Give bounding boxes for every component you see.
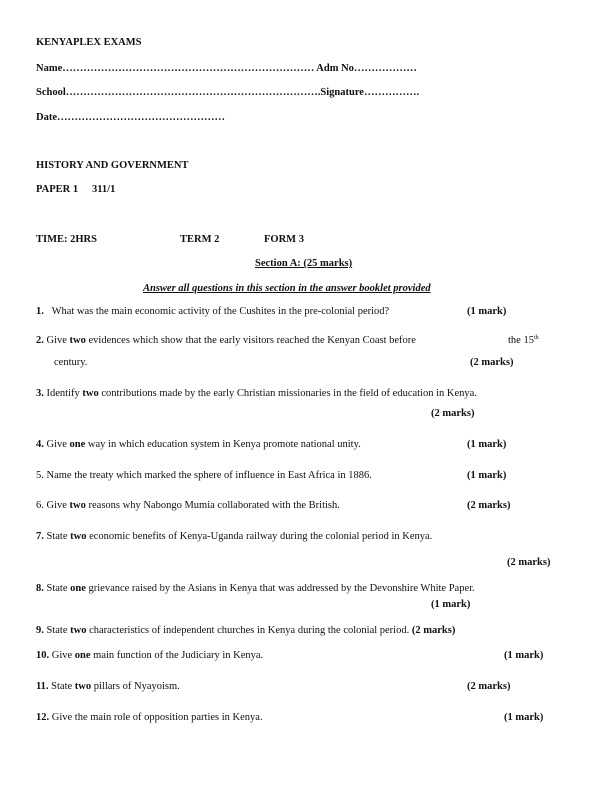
question-keyword: two <box>69 335 86 346</box>
question-1 <box>36 306 389 318</box>
question-11 <box>36 681 180 693</box>
question-text: grievance raised by the Asians in Kenya that was addressed by the Devonshire White Paper. <box>85 583 475 594</box>
question-2 <box>36 335 416 347</box>
question-marks: (2 marks) <box>470 357 514 368</box>
question-text: economic benefits of Kenya-Uganda railway during the colonial period in Kenya. <box>86 531 433 542</box>
question-number: 2. <box>36 335 44 346</box>
question-text: characteristics of independent churches in Kenya during the colonial period. <box>86 625 412 636</box>
question-keyword: two <box>74 681 92 692</box>
term-label: TERM 2 <box>180 234 220 245</box>
question-number: 8. <box>36 583 44 594</box>
paper-code: 311/1 <box>92 184 116 195</box>
subject-title: HISTORY AND GOVERNMENT <box>36 160 189 171</box>
question-text: way in which education system in Kenya promote national unity. <box>85 439 361 450</box>
school-field: School……………………………………………………………….Signature……………. <box>36 87 420 98</box>
question-text: State <box>46 531 71 542</box>
question-text: main function of the Judiciary in Kenya. <box>90 650 264 661</box>
question-marks: (1 mark) <box>467 306 507 317</box>
question-number: 6. <box>36 500 44 511</box>
question-text: the 15 <box>508 335 534 346</box>
question-number: 5. <box>36 470 44 481</box>
paper-label: PAPER 1 <box>36 184 79 195</box>
question-5 <box>36 470 372 482</box>
question-text: What was the main economic activity of the Cushites in the pre-colonial period? <box>51 306 390 317</box>
question-7 <box>36 531 432 543</box>
question-marks: (2 marks) <box>467 681 511 692</box>
question-text: Give <box>46 335 70 346</box>
question-text: Give <box>46 439 70 450</box>
question-keyword: two <box>70 625 87 636</box>
superscript: th <box>533 335 539 341</box>
question-keyword: one <box>69 439 86 450</box>
question-keyword: one <box>70 583 86 594</box>
question-number: 11. <box>36 681 49 692</box>
question-marks: (2 marks) <box>467 500 511 511</box>
question-text: Name the treaty which marked the sphere of influence in East Africa in 1886. <box>46 470 372 481</box>
question-text: Identify <box>46 388 83 399</box>
question-marks: (2 marks) <box>507 557 551 568</box>
question-2-continuation: century. <box>54 357 88 368</box>
question-text: pillars of Nyayoism. <box>91 681 180 692</box>
question-number: 12. <box>36 712 50 723</box>
question-8 <box>36 583 475 595</box>
question-9 <box>36 625 455 637</box>
question-text: State <box>51 681 75 692</box>
question-marks: (2 marks) <box>411 625 456 636</box>
question-keyword: one <box>74 650 91 661</box>
question-marks: (1 mark) <box>504 712 544 723</box>
time-label: TIME: 2HRS <box>36 234 97 245</box>
question-number: 4. <box>36 439 44 450</box>
question-text: evidences which show that the early visitors reached the Kenyan Coast before <box>85 335 416 346</box>
question-keyword: two <box>69 500 86 511</box>
question-keyword: two <box>82 388 99 399</box>
question-number: 7. <box>36 531 44 542</box>
form-label: FORM 3 <box>264 234 304 245</box>
question-text: Give <box>51 650 75 661</box>
question-number: 10. <box>36 650 50 661</box>
question-text: reasons why Nabongo Mumia collaborated with the British. <box>85 500 340 511</box>
question-6 <box>36 500 340 512</box>
section-instruction: Answer all questions in this section in the answer booklet provided <box>143 283 431 294</box>
question-text: Give <box>46 500 70 511</box>
name-field: Name……………………………………………………………… Adm No……………… <box>36 63 417 74</box>
question-number: 3. <box>36 388 44 399</box>
question-number: 1. <box>36 306 44 317</box>
question-text: State <box>46 625 71 636</box>
question-marks: (1 mark) <box>504 650 544 661</box>
question-keyword: two <box>70 531 87 542</box>
question-number: 9. <box>36 625 44 636</box>
question-4 <box>36 439 361 451</box>
org-name: KENYAPLEX EXAMS <box>36 37 142 48</box>
question-marks: (2 marks) <box>431 408 475 419</box>
question-12 <box>36 712 263 724</box>
question-2-tail <box>508 335 539 347</box>
question-text: contributions made by the early Christian missionaries in the field of education in Kenya. <box>98 388 477 399</box>
question-3 <box>36 388 477 400</box>
question-text: Give the main role of opposition parties in Kenya. <box>51 712 263 723</box>
question-marks: (1 mark) <box>467 470 507 481</box>
section-title: Section A: (25 marks) <box>255 258 353 269</box>
question-marks: (1 mark) <box>467 439 507 450</box>
date-field: Date………………………………………… <box>36 112 225 123</box>
question-text: State <box>46 583 71 594</box>
question-10 <box>36 650 263 662</box>
question-marks: (1 mark) <box>431 599 471 610</box>
